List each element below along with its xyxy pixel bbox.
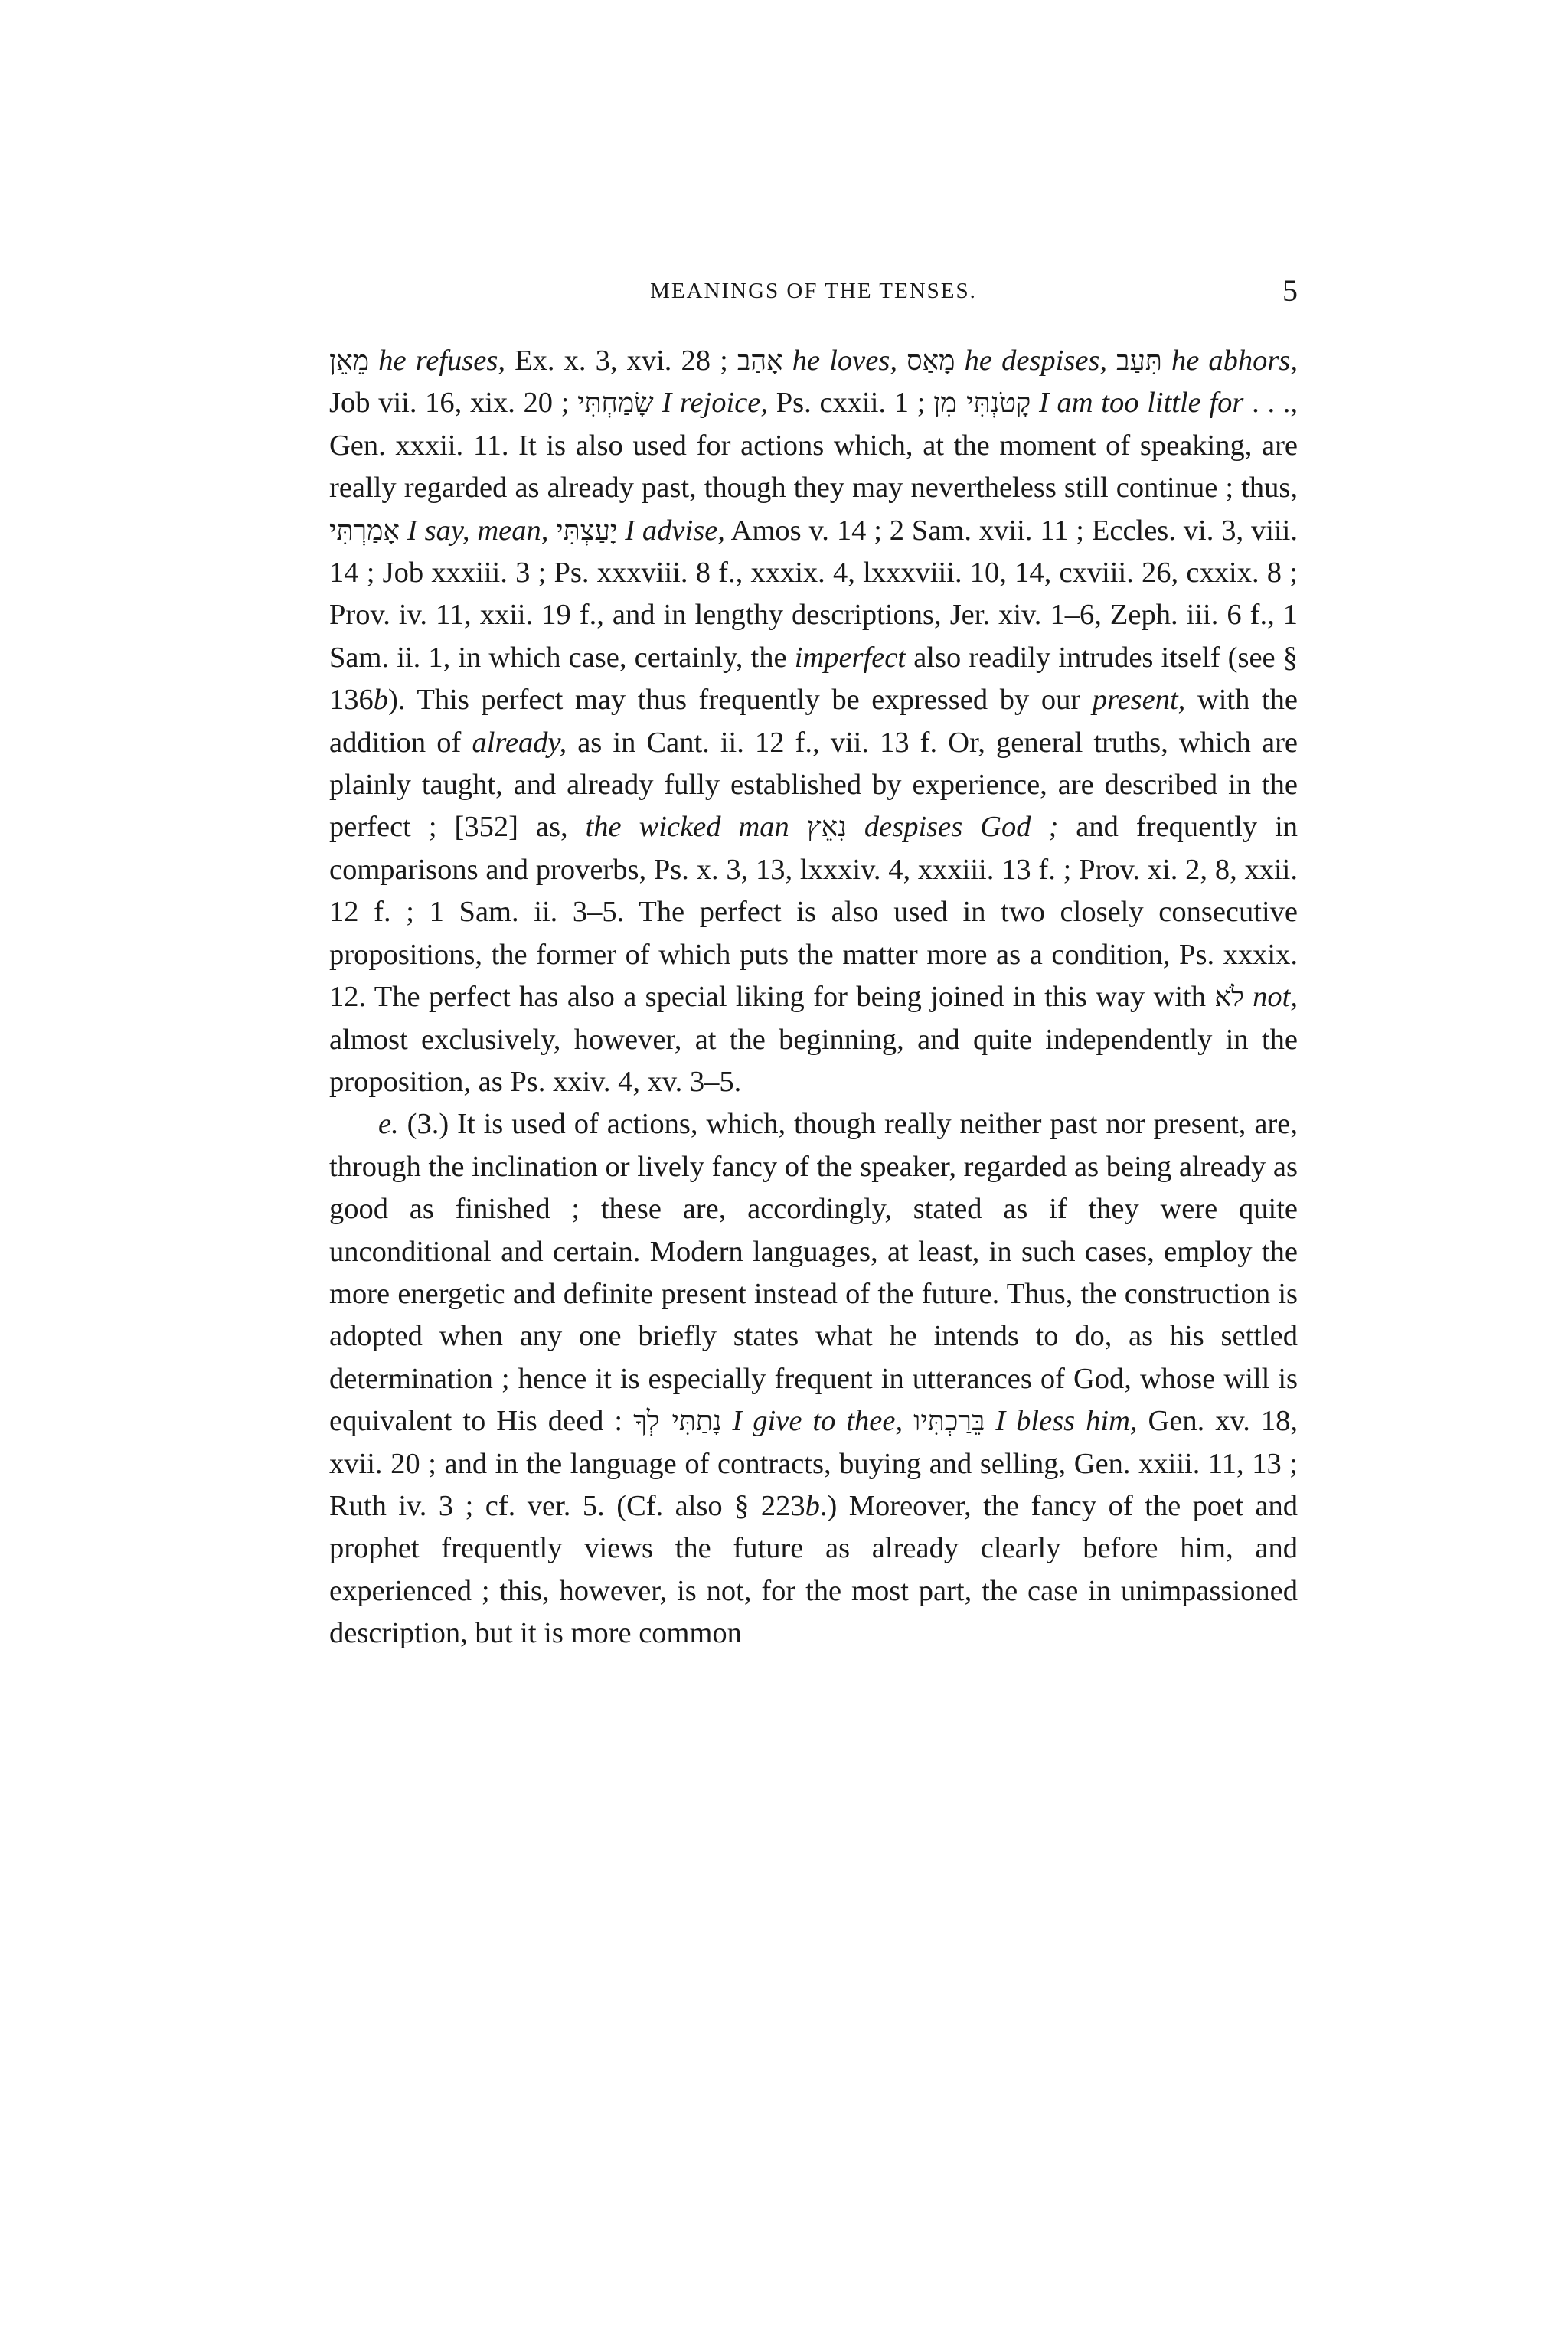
text-run [369, 345, 378, 377]
hebrew-word: נָתַתִּי לְךָ [633, 1406, 722, 1438]
text-run [789, 811, 807, 843]
hebrew-word: שָׂמַחְתִּי [577, 387, 654, 420]
hebrew-word: אָהַב [737, 345, 783, 377]
text-run [847, 811, 864, 843]
italic-text: I rejoice, [662, 387, 769, 420]
text-run: as in Cant. ii. 12 f., vii. 13 f. Or, general truths, which are plainly taught, and already fully established by experience, are described in the perfect ; [352] as, [329, 726, 1298, 844]
text-run: .) Moreover, the fancy of the poet and prophet frequently views the future as already clearly before him, and experienced ; this, however, is not, for the most part, the case in unimpassioned description, but it is more common [329, 1489, 1298, 1650]
text-run [985, 1405, 995, 1437]
text-run: ). This perfect may thus frequently be expressed by our [388, 684, 1093, 717]
italic-text: not, [1253, 981, 1298, 1014]
italic-text: I advise, [625, 514, 725, 547]
hebrew-word: נִאֵץ [806, 812, 847, 844]
page-number: 5 [1282, 273, 1298, 308]
hebrew-word: יָעַצְתִּי [556, 514, 618, 547]
hebrew-word: תִּעַב [1116, 345, 1162, 377]
text-run: Ps. cxxii. 1 ; [768, 387, 934, 420]
text-run [956, 345, 965, 377]
text-run: (3.) It is used of actions, which, though really neither past nor present, are, through the inclination or lively fancy of the speaker, regarded as being already as good as finished ; these are, accordingly, stated as if they were quite unconditional and certain. Modern languages, at least, in such cases, employ the more energetic and definite present instead of the future. Thus, the construction is adopted when any one briefly states what he intends to do, as his settled determination ; hence it is especially frequent in utterances of God, whose will is equivalent to His deed : [329, 1108, 1298, 1438]
italic-text: I give to thee, [732, 1405, 903, 1438]
italic-text: I say, mean, [407, 514, 549, 547]
text-run [1031, 387, 1039, 419]
italic-text: already, [472, 726, 567, 759]
italic-text: he despises, [964, 345, 1108, 377]
text-run [1244, 981, 1253, 1013]
italic-text: e. [378, 1108, 399, 1141]
book-page [329, 268, 1298, 1655]
hebrew-word: קָטֹנְתִּי מִן [933, 387, 1031, 420]
text-run [783, 345, 792, 377]
hebrew-word: בֵּרַכְתִּיו [913, 1406, 985, 1438]
italic-text: he refuses, [378, 345, 505, 377]
text-run [897, 345, 906, 377]
italic-text: b [805, 1489, 820, 1522]
running-title: MEANINGS OF THE TENSES. [650, 279, 977, 303]
hebrew-word: מֵאֵן [329, 345, 370, 377]
paragraph-section-e [329, 1103, 1298, 1655]
text-run: also readily intrudes itself (see § 136 [329, 641, 1298, 717]
text-run: Amos v. 14 ; 2 Sam. xvii. 11 ; Eccles. vi. 3, viii. 14 ; Job xxxiii. 3 ; Ps. xxxviii. 8 f., xxxix. 4, lxxxviii. 10, 14, cxviii. 26, cxxix. 8 ; Prov. iv. 11, xxii. 19 f., and in lengthy descriptions, Jer. xiv. 1–6, Zeph. iii. 6 f., 1 Sam. ii. 1, in which case, certainly, the [329, 514, 1298, 674]
italic-text: he loves, [792, 345, 897, 377]
italic-text: I am too little for [1039, 387, 1244, 420]
hebrew-word: אָמַרְתִּי [329, 514, 400, 547]
text-run: Job vii. 16, xix. 20 ; [329, 387, 578, 420]
text-run [1162, 345, 1171, 377]
text-run [722, 1405, 733, 1437]
text-run: with the addition of [329, 684, 1298, 759]
running-header [329, 268, 1298, 314]
text-run [903, 1405, 913, 1437]
italic-text: b [373, 684, 388, 717]
text-run: . . ., Gen. xxxii. 11. It is also used for actions which, at the moment of speaking, are really regarded as already past, though they may nevertheless still continue ; thus, [329, 387, 1298, 505]
text-run [617, 514, 625, 547]
italic-text: despises God ; [864, 811, 1059, 844]
text-run [400, 514, 407, 547]
body-text [329, 340, 1298, 1655]
italic-text: the wicked man [585, 811, 789, 844]
text-run [548, 514, 556, 547]
text-run: almost exclusively, however, at the beginning, and quite independently in the proposition, as Ps. xxiv. 4, xv. 3–5. [329, 1023, 1298, 1098]
text-run: Ex. x. 3, xvi. 28 ; [505, 345, 737, 377]
text-run: and frequently in comparisons and proverbs, Ps. x. 3, 13, lxxxiv. 4, xxxiii. 13 f. ; Prov. xi. 2, 8, xxii. 12 f. ; 1 Sam. ii. 3–5. The perfect is also used in two closely consecutive propositions, the former of which puts the matter more as a condition, Ps. xxxix. 12. The perfect has also a special liking for being joined in this way with [329, 811, 1298, 1014]
italic-text: present, [1092, 684, 1186, 717]
italic-text: I bless him, [995, 1405, 1138, 1438]
hebrew-word: לֹא [1214, 982, 1244, 1014]
text-run [1107, 345, 1116, 377]
text-run: Gen. xv. 18, xvii. 20 ; and in the language of contracts, buying and selling, Gen. xxiii. 11, 13 ; Ruth iv. 3 ; cf. ver. 5. (Cf. also § 223 [329, 1405, 1298, 1522]
italic-text: imperfect [794, 641, 906, 674]
text-run [654, 387, 662, 419]
italic-text: he abhors, [1171, 345, 1298, 377]
paragraph-continued [329, 340, 1298, 1103]
hebrew-word: מָאַס [906, 345, 956, 377]
